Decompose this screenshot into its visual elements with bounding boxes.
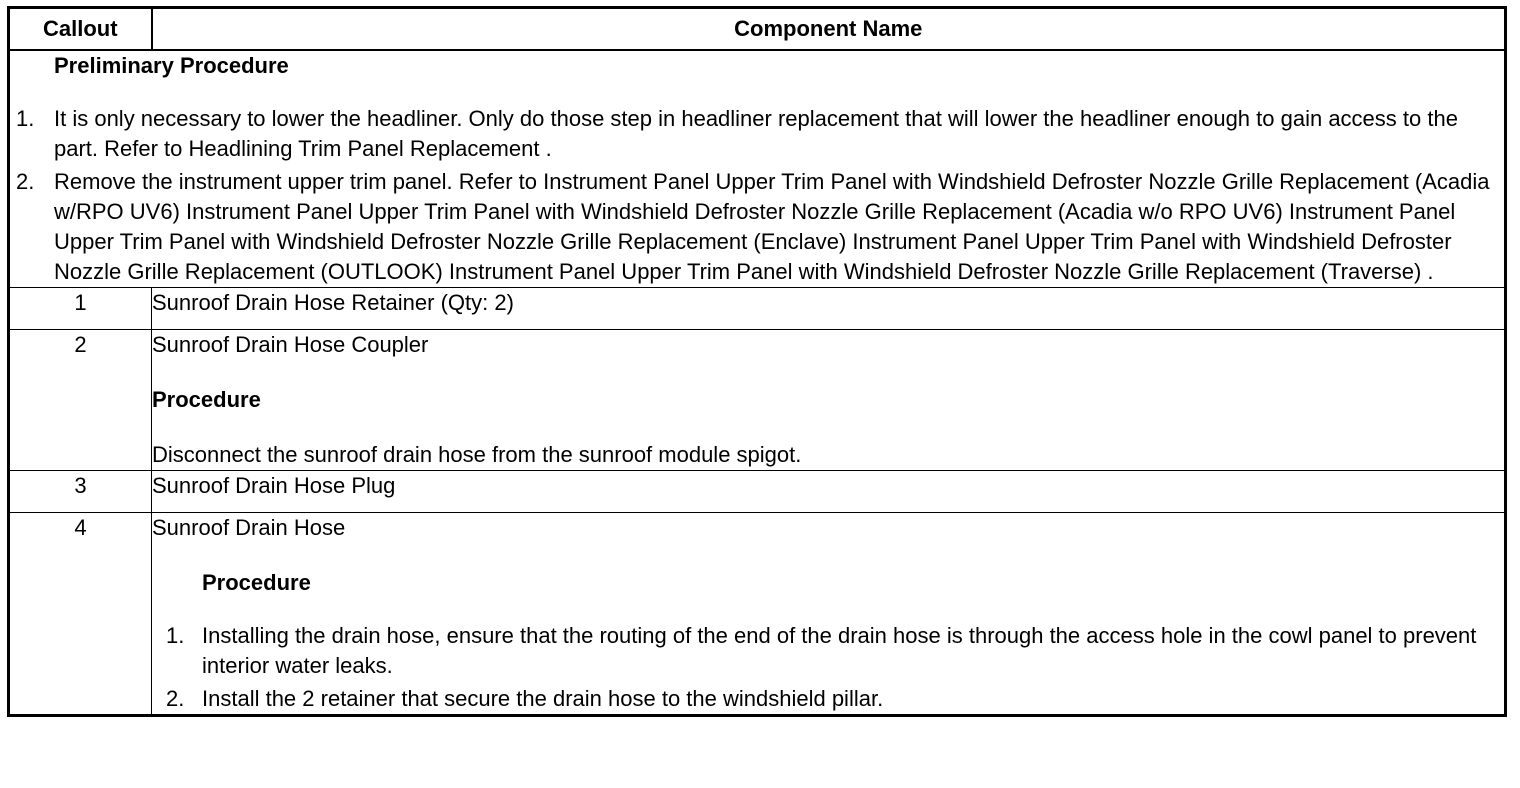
component-name-cell: Sunroof Drain Hose Retainer (Qty: 2): [152, 288, 1506, 330]
procedure-text: Disconnect the sunroof drain hose from the sunroof module spigot.: [152, 442, 802, 467]
procedure-title: Procedure: [202, 570, 311, 595]
step-text: Install the 2 retainer that secure the drain hose to the windshield pillar.: [202, 686, 884, 711]
component-name-cell: [152, 330, 1506, 471]
callout-cell: 3: [9, 471, 152, 513]
component-name: Sunroof Drain Hose Coupler: [152, 332, 429, 357]
callout-cell: 4: [9, 513, 152, 716]
preliminary-procedure-title: Preliminary Procedure: [54, 53, 289, 78]
step-number: 1.: [16, 106, 35, 131]
step-text: Remove the instrument upper trim panel. Refer to Instrument Panel Upper Trim Panel with Windshield Defroster Nozzle Grille Replacement (Acadia w/RPO UV6) Instrument Panel Upper Trim Panel with Windshield Defroster Nozzle Grille Replacement (Acadia w/o RPO UV6) Instrument Panel Upper Trim Panel with Windshield Defroster Nozzle Grille Replacement (Enclave) Instrument Panel Upper Trim Panel with Windshield Defroster Nozzle Grille Replacement (OUTLOOK) Instrument Panel Upper Trim Panel with Windshield Defroster Nozzle Grille Replacement (Traverse) .: [54, 169, 1490, 284]
preliminary-procedure-row: [9, 50, 1506, 288]
procedure-step: [152, 684, 1504, 714]
step-text: It is only necessary to lower the headliner. Only do those step in headliner replacement that will lower the headliner enough to gain access to the part. Refer to Headlining Trim Panel Replacement .: [54, 106, 1458, 161]
preliminary-procedure-cell: [9, 50, 1506, 288]
step-text: Installing the drain hose, ensure that the routing of the end of the drain hose is through the access hole in the cowl panel to prevent interior water leaks.: [202, 623, 1477, 678]
callout-column-header: Callout: [9, 8, 152, 51]
table-row: [9, 513, 1506, 716]
table-row: [9, 330, 1506, 471]
callout-cell: 1: [9, 288, 152, 330]
preliminary-steps-list: [10, 104, 1504, 287]
callout-cell: 2: [9, 330, 152, 471]
component-name: Sunroof Drain Hose: [152, 515, 346, 540]
table-header-row: [9, 8, 1506, 51]
procedure-title: Procedure: [152, 387, 261, 412]
table-row: [9, 471, 1506, 513]
step-number: 2.: [166, 686, 185, 711]
component-name-cell: Sunroof Drain Hose Plug: [152, 471, 1506, 513]
component-name-column-header: Component Name: [152, 8, 1506, 51]
procedure-step: [152, 621, 1504, 681]
component-name-cell: [152, 513, 1506, 716]
component-table: [7, 6, 1507, 717]
procedure-steps-list: [152, 621, 1504, 714]
step-number: 2.: [16, 169, 35, 194]
preliminary-step: [10, 104, 1504, 164]
table-row: [9, 288, 1506, 330]
preliminary-step: [10, 167, 1504, 287]
step-number: 1.: [166, 623, 185, 648]
